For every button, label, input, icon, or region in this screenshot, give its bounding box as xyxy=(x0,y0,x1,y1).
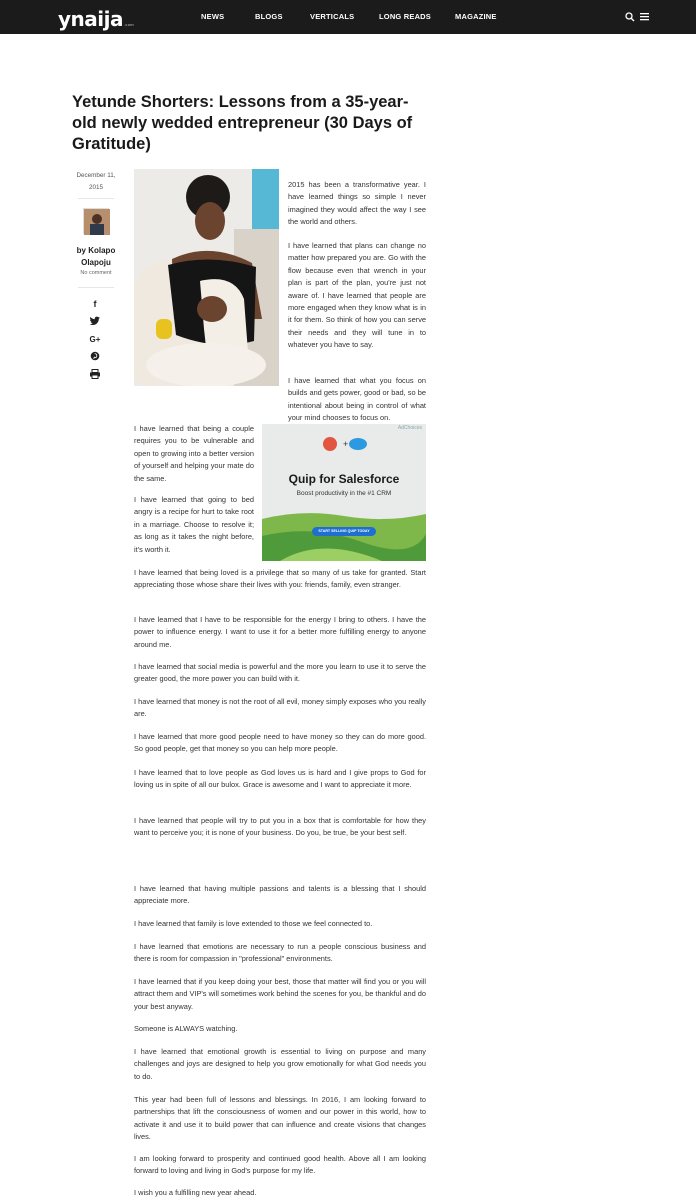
author-avatar[interactable] xyxy=(83,208,109,234)
article-date: December 11, 2015 xyxy=(76,172,116,191)
article-paragraph: I have learned that money is not the root of all evil, money simply exposes who you really are. xyxy=(134,697,426,719)
article-paragraph xyxy=(134,375,426,425)
menu-icon[interactable] xyxy=(640,12,649,21)
svg-text:+: + xyxy=(343,439,349,449)
paragraph-wrap: I have learned that what you focus on builds and gets power, good or bad, so be intentional about being in control of what your mind chooses to focus on. xyxy=(288,376,426,423)
advertisement[interactable] xyxy=(262,424,426,561)
article-paragraph: I have learned that if you keep doing your best, those that matter will find you or you will attract them and VIP's will sometimes work behind the scenes for you, be thankful and do your best anyway. xyxy=(134,977,426,1011)
author-photo xyxy=(84,209,110,235)
nav-magazine[interactable]: MAGAZINE xyxy=(455,12,497,21)
site-logo[interactable] xyxy=(58,3,134,31)
comment-count[interactable]: No comment xyxy=(80,270,112,276)
article-title: Yetunde Shorters: Lessons from a 35-year-old newly wedded entrepreneur (30 Days of Gratitude) xyxy=(72,93,413,153)
article-paragraph: This year had been full of lessons and blessings. In 2016, I am looking forward to partnerships that lift the consciousness of women and our power in this world, how to activate it and use it to build power that can influence and create visions that changes lives. xyxy=(134,1095,426,1142)
logo-text: ynaija xyxy=(58,7,123,31)
article-paragraph: I have learned that family is love extended to those we feel connected to. xyxy=(134,919,373,928)
google-plus-icon[interactable]: G+ xyxy=(89,334,101,344)
author-byline[interactable]: by Kolapo Olapoju xyxy=(76,246,116,267)
article-paragraph: I have learned that going to bed angry is a recipe for hurt to take root in a marriage. Choose to resolve it; as long as it takes the night before, it's worth it. xyxy=(134,495,254,554)
twitter-icon[interactable] xyxy=(89,316,101,326)
logo-domain: .com xyxy=(123,22,134,27)
ad-subline: Boost productivity in the #1 CRM xyxy=(296,490,392,497)
facebook-icon[interactable]: f xyxy=(93,299,97,309)
article-paragraph: I have learned that more good people need to have money so they can do more good. So good people, get that money so you can help more people. xyxy=(134,732,426,754)
article-paragraph: I have learned that plans can change no matter how prepared you are. Go with the flow because even that wrench in your plan is part of the plan, you're just not aware of. I have learned that people are more engaged when they know what is in it for them. So think of how you can serve their needs and they will tune in to whatever you have to say. xyxy=(288,241,426,350)
article-paragraph: I wish you a fulfilling new year ahead. xyxy=(134,1188,257,1197)
hero-image xyxy=(134,169,279,386)
nav-news[interactable]: NEWS xyxy=(201,12,225,21)
article-paragraph: I have learned that being loved is a privilege that so many of us take for granted. Start appreciating those whose share their lives with you: friends, family, even stranger. xyxy=(134,568,426,590)
article-paragraph: I am looking forward to prosperity and continued good health. Above all I am looking forward to loving and living in God's purpose for my life. xyxy=(134,1154,426,1176)
meta-divider xyxy=(78,287,114,288)
nav-long-reads[interactable]: LONG READS xyxy=(379,12,432,21)
article-paragraph: I have learned that people will try to put you in a box that is comfortable for how they want to perceive you; it is none of your business. Do you, be true, be your best self. xyxy=(134,816,426,838)
article-paragraph: I have learned that I have to be responsible for the energy I bring to others. I have the power to influence energy. I want to use it for a better more fulfilling energy to anyone around me. xyxy=(134,615,426,649)
search-icon[interactable] xyxy=(625,12,635,22)
article-paragraph: I have learned that to love people as God loves us is hard and I give props to God for loving us in spite of all our bulox. Grace is awesome and I want to appreciate it more. xyxy=(134,768,426,790)
article-paragraph: I have learned that having multiple passions and talents is a blessing that I should appreciate more. xyxy=(134,884,426,906)
ad-cta-button[interactable]: START SELLING QUIP TODAY xyxy=(312,527,376,536)
article-paragraph: I have learned that social media is powerful and the more you learn to use it to serve the greater good, the more power you can build with it. xyxy=(134,662,426,684)
pinterest-icon[interactable] xyxy=(89,351,101,361)
ad-headline: Quip for Salesforce xyxy=(288,472,400,486)
article-paragraph: 2015 has been a transformative year. I have learned things so simple I never imagined they would affect the way I see the world and others. xyxy=(288,180,426,227)
site-header xyxy=(0,0,696,34)
article-paragraph: I have learned that emotions are necessary to run a people conscious business and there is room for compassion in "professional" environments. xyxy=(134,942,426,964)
print-icon[interactable] xyxy=(89,369,101,379)
meta-divider xyxy=(78,198,114,199)
nav-blogs[interactable]: BLOGS xyxy=(255,12,283,21)
nav-verticals[interactable]: VERTICALS xyxy=(310,12,355,21)
article-paragraph: Someone is ALWAYS watching. xyxy=(134,1024,238,1033)
article-paragraph: I have learned that being a couple requires you to be vulnerable and open to growing into a better version of yourself and helping your mate do the same. xyxy=(134,424,254,483)
portrait-photo xyxy=(134,169,279,386)
article-paragraph: I have learned that emotional growth is essential to living on purpose and many challenges and joys are designed to help you grow emotionally for what God needs you to do. xyxy=(134,1047,426,1081)
adchoices-link[interactable]: AdChoices xyxy=(397,425,422,431)
